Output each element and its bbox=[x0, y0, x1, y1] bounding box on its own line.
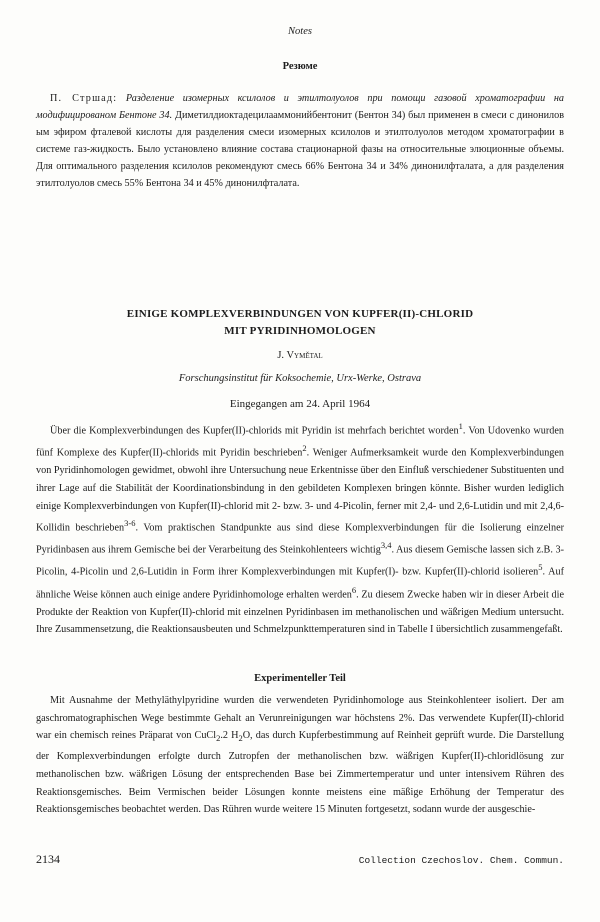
article-title bbox=[36, 306, 564, 340]
article-title-line-1: EINIGE KOMPLEXVERBINDUNGEN VON KUPFER(II)-CHLORID bbox=[126, 308, 474, 320]
citation: 6 bbox=[351, 584, 357, 595]
resume-author: П. Стршад: bbox=[50, 93, 118, 104]
experimental-text: Mit Ausnahme der Methyläthylpyridine wurden die verwendeten Pyridinhomologe aus Steinkohlenteer isoliert. Der am gaschromatographischen Wege bestimmte Gehalt an Verunreinigungen war höchstens 2%. Das verwendete Kupfer(II)-chlorid war ein chemisch reines Präparat von CuCl bbox=[36, 695, 564, 742]
intro-text: . Aus diesem Gemische lassen sich z.B. 3-Picolin, 4-Picolin und 2,6-Lutidin in Form ihrer Komplexverbindungen mit Kupfer(I)- bzw. Kupfer(II)-chlorid isolieren bbox=[36, 544, 564, 578]
subscript: 2 bbox=[238, 733, 243, 744]
resume-title: Резюме bbox=[282, 61, 318, 72]
intro-text: . Von Udovenko wurden fünf Komplexe des Kupfer(II)-chlorids mit Pyridin beschrieben bbox=[36, 425, 564, 459]
citation: 1 bbox=[458, 421, 463, 431]
intro-text: . Vom praktischen Standpunkte aus sind diese Komplexverbindungen für die Isolierung einzelner Pyridinbasen aus ihrem Gemische bei der Verarbeitung des Steinkohlenteers wichtig bbox=[36, 522, 564, 556]
received-date: Eingegangen am 24. April 1964 bbox=[229, 398, 371, 410]
journal-name: Collection Czechoslov. Chem. Commun. bbox=[358, 855, 564, 866]
citation: 2 bbox=[302, 443, 307, 454]
article-author: J. Vymětal bbox=[277, 350, 323, 361]
experimental-text: O, das durch Kupferbestimmung auf Reinheit geprüft wurde. Die Darstellung der Komplexverbindungen erfolgte durch Zutropfen der methanolischen bzw. wäßrigen Kupfer(II)-chloridlösung zur methanolischen bzw. wäßrigen Lösung der entsprechenden Base bei Zimmertemperatur und unter intensivem Rühren des Reaktionsgemisches. Beim Vermischen beider Lösungen konnte meistens eine mäßige Erhöhung der Temperatur des Reaktionsgemisches beobachtet werden. Das Rühren wurde weitere 15 Minuten fortgesetzt, sodann wurde der ausgeschie- bbox=[36, 730, 565, 816]
citation: 3,4 bbox=[380, 540, 392, 551]
intro-text: . Zu diesem Zwecke haben wir in dieser Arbeit die Produkte der Reaktion von Kupfer(II)-chlorid mit einzelnen Pyridinbasen im methanolischen und wäßrigen Medium untersucht. Ihre Zusammensetzung, die Reaktionsausbeuten und Schmelzpunkttemperaturen sind in Tabelle I übersichtlich zusammengefaßt. bbox=[36, 588, 564, 636]
article-title-line-2: MIT PYRIDINHOMOLOGEN bbox=[224, 325, 376, 337]
formula-text: .2 H bbox=[220, 730, 239, 742]
intro-text: . Weniger Aufmerksamkeit wurde den Komplexverbindungen von Pyridinhomologen gewidmet, obwohl ihre Untersuchung neue Erkentnisse über den Einfluß verschiedener Substituenten und ihrer Lage auf die Stabilität der Koordinationsbindung in den gebildeten Komplexen bringen könnte. Bisher wurden lediglich einige Komplexverbindungen von Kupfer(II)-chlorid mit 2- bzw. 3- und 4-Picolin, ferner mit 2,4- und 2,6-Lutidin und mit 2,4,6-Kollidin beschrieben bbox=[36, 447, 564, 534]
resume-paragraph bbox=[36, 90, 564, 192]
article-affiliation: Forschungsinstitut für Koksochemie, Urx-Werke, Ostrava bbox=[178, 373, 422, 384]
intro-text: . Auf ähnliche Weise können auch einige andere Pyridinhomologe erhalten werden bbox=[36, 566, 565, 600]
citation: 5 bbox=[538, 562, 543, 573]
resume-text: Диметилдиоктадецилааммонийбентонит (Бентон 34) был применен в смеси с динонилов ым эфиром фталевой кислоты для разделения смеси изомерных ксилолов и этилтолуолов методом хроматографии в системе газ-жидкость. Было установлено влияние состава стационарной фазы на относительные элюционные объемы. Для оптимального разделения ксилолов рекомендуют смесь 66% Бентона 34 и 34% динонилфталата, а для разделения этилтолуолов смесь 55% Бентона 34 и 45% динонилфталата. bbox=[36, 110, 565, 189]
intro-paragraph bbox=[36, 418, 564, 639]
citation: 3-6 bbox=[124, 518, 136, 529]
intro-text: Über die Komplexverbindungen des Kupfer(II)-chlorids mit Pyridin ist mehrfach berichtet worden bbox=[50, 425, 459, 437]
page-number: 2134 bbox=[36, 852, 60, 866]
resume-article-title: Разделение изомерных ксилолов и этилтолуолов при помощи газовой хроматографии на модифицированом Бентоне 34. bbox=[36, 93, 564, 121]
subscript: 2 bbox=[216, 733, 221, 744]
section-heading: Experimenteller Teil bbox=[254, 673, 346, 684]
running-head: Notes bbox=[288, 26, 312, 37]
experimental-paragraph bbox=[36, 692, 564, 819]
